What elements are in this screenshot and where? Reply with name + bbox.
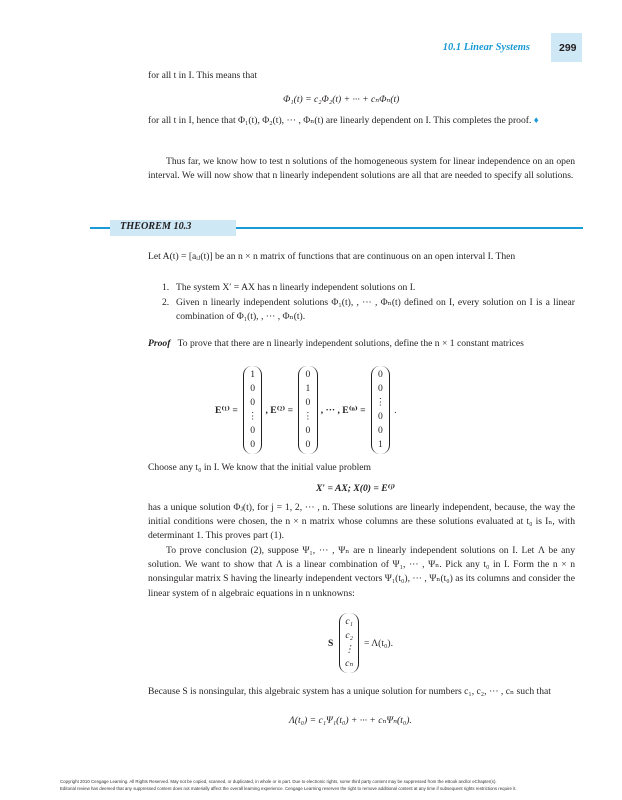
equation-lambda: Λ(t₀) = c₁Ψ₁(t₀) + ··· + cₙΨₙ(t₀).: [289, 715, 412, 726]
e1-entry: 0: [250, 439, 256, 450]
equation-ivp: X′ = AX; X(0) = E⁽ʲ⁾: [316, 483, 396, 494]
e2-vector: [298, 366, 318, 454]
e1-entry: 1: [250, 369, 256, 380]
proof-text: To prove that there are n linearly independent solutions, define the n × 1 constant matrices: [177, 338, 524, 349]
en-entry: 0: [378, 425, 383, 436]
theorem-item-1-text: The system X′ = AX has n linearly independent solutions on I.: [176, 282, 416, 293]
c-entry: c₂: [345, 630, 353, 641]
e2-entry: ⋮: [303, 411, 313, 422]
en-entry: ⋮: [375, 397, 386, 408]
page-number: 299: [559, 42, 577, 54]
theorem-item-2-text: Given n linearly independent solutions Φ₁(t), , ··· , Φₙ(t) defined on I, every solution on I is a linear combination of Φ₁(t), , ··· , Φₙ(t).: [176, 297, 575, 323]
basis-trail: .: [394, 404, 397, 416]
paragraph-unique: has a unique solution Φⱼ(t), for j = 1, 2, ··· , n. These solutions are linearly independent, because, the way the initial conditions were chosen, the n × n matrix whose columns are these solutions evaluated at t₀ is Iₙ, with determinant 1. This proves part (1).: [148, 502, 575, 542]
section-title: 10.1 Linear Systems: [442, 42, 530, 53]
e1-entry: 0: [250, 425, 256, 436]
paragraph-for-all: for all t in I. This means that: [148, 70, 258, 81]
c-entry: cₙ: [345, 658, 354, 669]
e2-label: , E⁽²⁾ =: [265, 404, 294, 416]
en-label: , ··· , E⁽ⁿ⁾ =: [320, 404, 366, 416]
paragraph-conclusion: To prove conclusion (2), suppose Ψ₁, ··· , Ψₙ are n linearly independent solutions on I. Let Λ be any solution. We want to show that Λ is a linear combination of Ψ₁, ··· , Ψₙ. Pick any t₀ in I. Form the n × n nonsingular matrix S having the linearly independent vectors Ψ₁(t₀), ··· , Ψₙ(t₀) as its columns and consider the linear system of n algebraic equations in n unknowns:: [148, 545, 575, 599]
e1-label: E⁽¹⁾ =: [215, 404, 238, 416]
proof-label: Proof: [148, 338, 171, 349]
en-vector: [371, 366, 391, 454]
copyright-line-2: Editorial review has deemed that any suppressed content does not materially affect the overall learning experience. Cengage Learning reserves the right to remove additional content at any time if subsequent rights restrictions require it.: [60, 786, 517, 791]
c-entry: c₁: [345, 616, 353, 627]
e2-entry: 0: [305, 397, 311, 408]
paragraph-thus-far: Thus far, we know how to test n solutions of the homogeneous system for linear independence on an open interval. We will now show that n linearly independent solutions are all that are needed to specify all solutions.: [148, 156, 575, 182]
paragraph-because: Because S is nonsingular, this algebraic system has a unique solution for numbers c₁, c₂, ··· , cₙ such that: [148, 686, 551, 697]
paragraph-choose: Choose any t₀ in I. We know that the initial value problem: [148, 462, 372, 473]
e2-entry: 0: [305, 439, 311, 450]
e1-entry: 0: [250, 383, 256, 394]
en-entry: 0: [378, 411, 383, 422]
en-entry: 0: [378, 369, 383, 380]
e1-entry: ⋮: [247, 411, 258, 422]
proof-paragraph: [148, 337, 575, 351]
linear-system: [328, 613, 393, 673]
e2-entry: 0: [305, 369, 311, 380]
e2-entry: 1: [305, 383, 311, 394]
theorem-label: THEOREM 10.3: [120, 221, 192, 232]
hence-text: for all t in I, hence that Φ₁(t), Φ₂(t), ··· , Φₙ(t) are linearly dependent on I. This completes the proof.: [148, 115, 532, 126]
equation-phi1: Φ₁(t) = c₂Φ₂(t) + ··· + cₙΦₙ(t): [283, 94, 400, 105]
e1-vector: [243, 366, 263, 454]
en-entry: 0: [378, 383, 383, 394]
e2-entry: 0: [305, 425, 311, 436]
theorem-statement: Let A(t) = [aᵢⱼ(t)] be an n × n matrix of functions that are continuous on an open interval I. Then: [148, 251, 516, 262]
theorem-item-1-number: 1.: [162, 282, 170, 293]
theorem-item-2-number: 2.: [162, 297, 170, 308]
e1-entry: 0: [250, 397, 256, 408]
system-rhs: = Λ(t₀).: [363, 637, 393, 649]
c-entry: ⋮: [344, 644, 354, 655]
en-entry: 1: [378, 439, 383, 450]
s-matrix-label: S: [328, 637, 334, 649]
basis-vectors: [215, 366, 397, 454]
c-vector: [339, 613, 359, 673]
copyright-line-1: Copyright 2010 Cengage Learning. All Rights Reserved. May not be copied, scanned, or duplicated, in whole or in part. Due to electronic rights, some third party content may be suppressed from the eBook and/or eChapter(s).: [60, 779, 497, 784]
end-of-proof-icon: ♦: [533, 115, 539, 126]
paragraph-hence: [148, 114, 575, 128]
